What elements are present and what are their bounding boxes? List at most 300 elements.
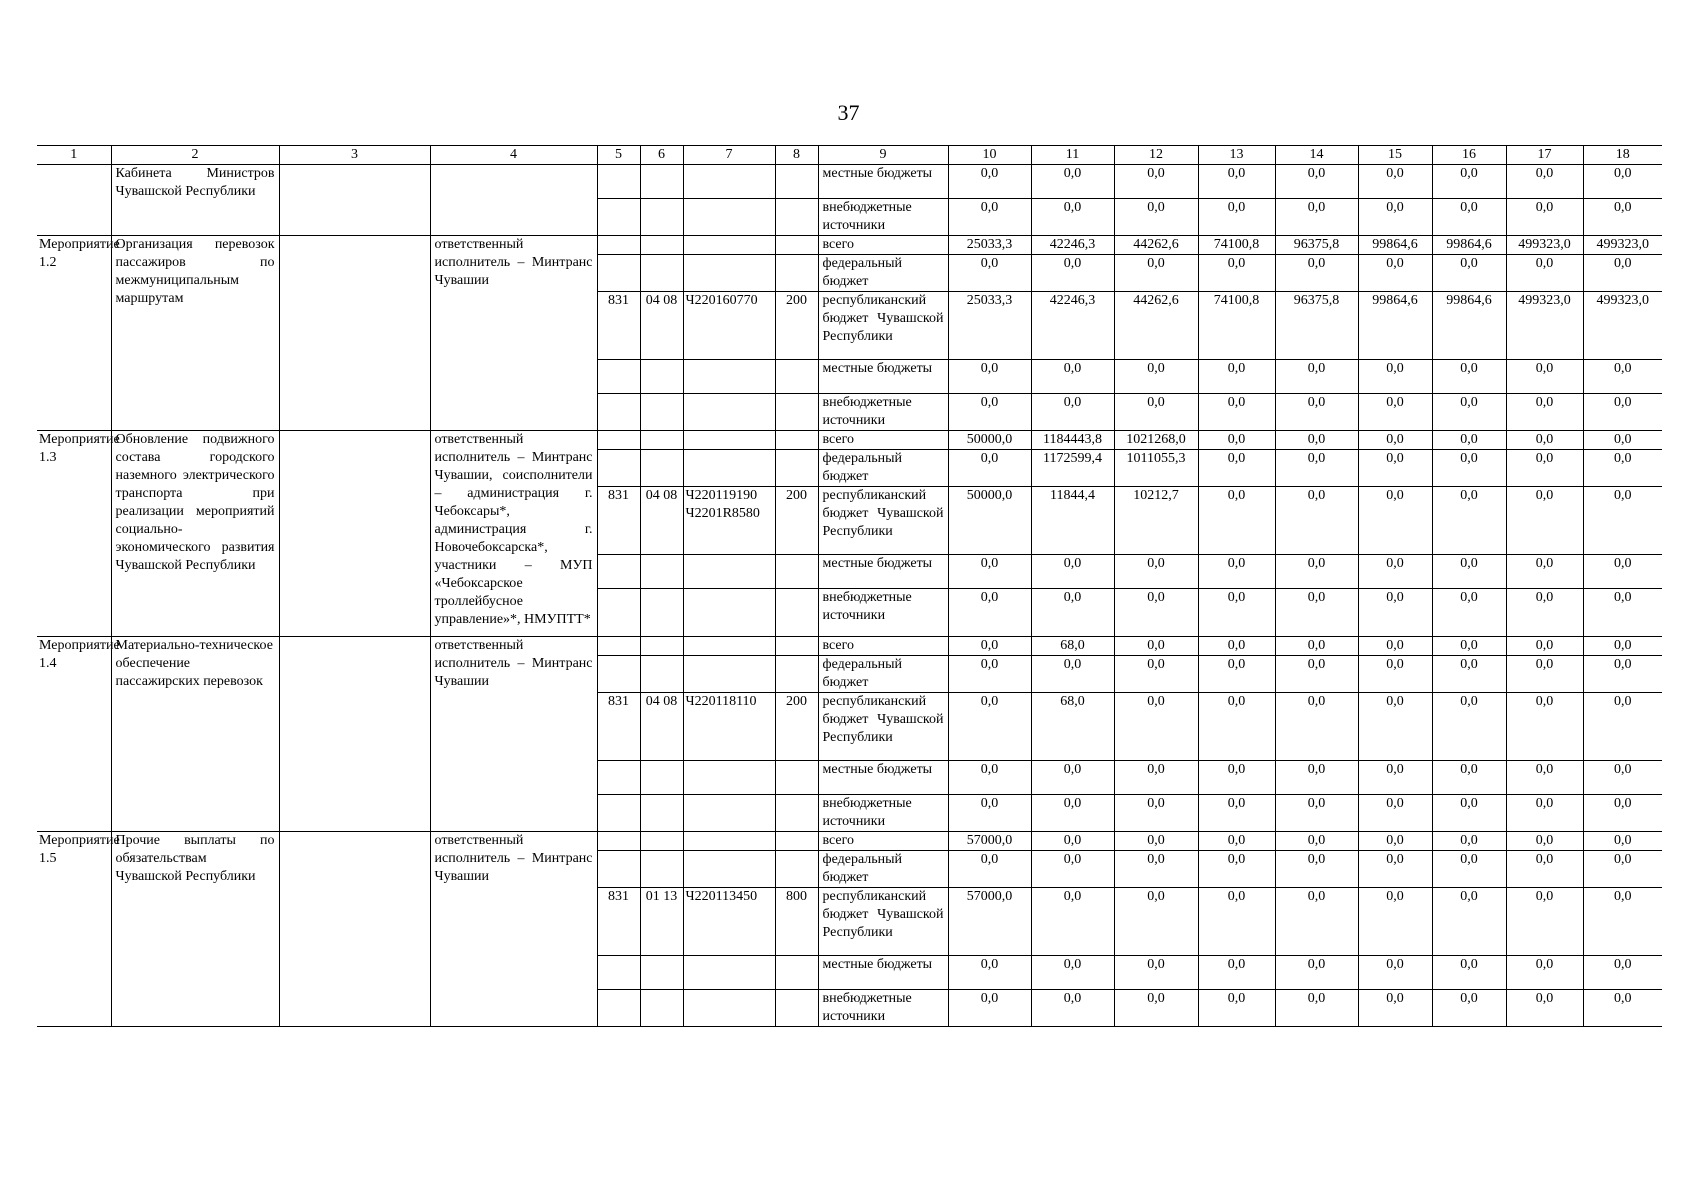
measure-col3 (279, 832, 430, 1027)
value-cell: 0,0 (1583, 888, 1662, 956)
code-vr: 200 (775, 487, 818, 555)
value-cell: 0,0 (1583, 832, 1662, 851)
value-cell: 0,0 (1583, 199, 1662, 236)
value-cell: 0,0 (1506, 589, 1583, 637)
measure-label (37, 165, 111, 236)
column-header-13: 13 (1198, 146, 1275, 165)
value-cell: 0,0 (1275, 761, 1358, 795)
column-header-11: 11 (1031, 146, 1114, 165)
value-cell: 0,0 (1198, 851, 1275, 888)
measure-name: Материально-техническое обеспечение пассажирских перевозок (111, 637, 279, 832)
funding-source: республиканский бюджет Чувашской Республики (818, 487, 948, 555)
code-vr: 200 (775, 292, 818, 360)
table-row (37, 431, 1662, 450)
value-cell: 0,0 (1583, 589, 1662, 637)
code-vr (775, 656, 818, 693)
value-cell: 0,0 (1583, 431, 1662, 450)
value-cell: 0,0 (1114, 589, 1198, 637)
value-cell: 0,0 (1358, 431, 1432, 450)
value-cell: 0,0 (948, 990, 1031, 1027)
code-vr (775, 236, 818, 255)
value-cell: 0,0 (1432, 394, 1506, 431)
value-cell: 0,0 (1358, 761, 1432, 795)
column-header-15: 15 (1358, 146, 1432, 165)
code-csr (683, 656, 775, 693)
measure-name: Организация перевозок пассажиров по межмуниципальным маршрутам (111, 236, 279, 431)
funding-source: местные бюджеты (818, 761, 948, 795)
code-rzpr: 04 08 (640, 693, 683, 761)
value-cell: 0,0 (1506, 360, 1583, 394)
code-csr (683, 431, 775, 450)
code-vr (775, 450, 818, 487)
funding-source: внебюджетные источники (818, 990, 948, 1027)
value-cell: 0,0 (1275, 795, 1358, 832)
value-cell: 0,0 (1358, 956, 1432, 990)
code-grbs (597, 956, 640, 990)
value-cell: 0,0 (1031, 761, 1114, 795)
value-cell: 0,0 (1275, 487, 1358, 555)
value-cell: 0,0 (1358, 165, 1432, 199)
value-cell: 42246,3 (1031, 292, 1114, 360)
value-cell: 0,0 (948, 795, 1031, 832)
value-cell: 0,0 (1031, 656, 1114, 693)
code-csr (683, 394, 775, 431)
measure-label: Мероприятие 1.5 (37, 832, 111, 1027)
value-cell: 0,0 (1583, 165, 1662, 199)
value-cell: 0,0 (1583, 450, 1662, 487)
code-csr: Ч220118110 (683, 693, 775, 761)
value-cell: 0,0 (948, 555, 1031, 589)
value-cell: 0,0 (1031, 165, 1114, 199)
measure-col3 (279, 236, 430, 431)
value-cell: 0,0 (1198, 589, 1275, 637)
code-rzpr (640, 795, 683, 832)
funding-source: внебюджетные источники (818, 795, 948, 832)
value-cell: 0,0 (1583, 795, 1662, 832)
column-header-7: 7 (683, 146, 775, 165)
funding-source: всего (818, 832, 948, 851)
value-cell: 0,0 (1432, 199, 1506, 236)
table-row (37, 236, 1662, 255)
value-cell: 0,0 (1198, 165, 1275, 199)
column-header-18: 18 (1583, 146, 1662, 165)
value-cell: 0,0 (1432, 761, 1506, 795)
measure-col3 (279, 431, 430, 637)
value-cell: 0,0 (1114, 851, 1198, 888)
column-header-6: 6 (640, 146, 683, 165)
value-cell: 499323,0 (1506, 292, 1583, 360)
value-cell: 0,0 (1275, 888, 1358, 956)
value-cell: 0,0 (1031, 394, 1114, 431)
funding-source: местные бюджеты (818, 165, 948, 199)
column-header-14: 14 (1275, 146, 1358, 165)
value-cell: 0,0 (1114, 637, 1198, 656)
value-cell: 0,0 (1114, 761, 1198, 795)
code-grbs (597, 589, 640, 637)
value-cell: 25033,3 (948, 236, 1031, 255)
value-cell: 0,0 (1114, 360, 1198, 394)
value-cell: 0,0 (1275, 693, 1358, 761)
value-cell: 0,0 (1432, 487, 1506, 555)
value-cell: 0,0 (1506, 555, 1583, 589)
value-cell: 0,0 (1275, 589, 1358, 637)
code-csr: Ч220113450 (683, 888, 775, 956)
code-rzpr (640, 555, 683, 589)
value-cell: 0,0 (1031, 795, 1114, 832)
value-cell: 44262,6 (1114, 236, 1198, 255)
code-csr (683, 761, 775, 795)
code-csr: Ч220160770 (683, 292, 775, 360)
value-cell: 0,0 (1198, 199, 1275, 236)
value-cell: 0,0 (1275, 394, 1358, 431)
value-cell: 0,0 (1198, 795, 1275, 832)
value-cell: 0,0 (1432, 956, 1506, 990)
column-header-12: 12 (1114, 146, 1198, 165)
code-csr (683, 832, 775, 851)
funding-source: всего (818, 637, 948, 656)
value-cell: 0,0 (1358, 656, 1432, 693)
value-cell: 0,0 (1114, 990, 1198, 1027)
value-cell: 0,0 (1198, 555, 1275, 589)
code-csr (683, 589, 775, 637)
code-rzpr (640, 832, 683, 851)
column-header-3: 3 (279, 146, 430, 165)
value-cell: 0,0 (1358, 394, 1432, 431)
funding-source: внебюджетные источники (818, 199, 948, 236)
value-cell: 0,0 (948, 693, 1031, 761)
value-cell: 0,0 (1198, 656, 1275, 693)
value-cell: 0,0 (1358, 851, 1432, 888)
value-cell: 1021268,0 (1114, 431, 1198, 450)
code-csr (683, 555, 775, 589)
value-cell: 0,0 (1198, 487, 1275, 555)
value-cell: 0,0 (1114, 795, 1198, 832)
column-header-10: 10 (948, 146, 1031, 165)
value-cell: 0,0 (1198, 360, 1275, 394)
value-cell: 0,0 (1432, 990, 1506, 1027)
measure-executor: ответственный исполнитель – Минтранс Чувашии (430, 236, 597, 431)
value-cell: 74100,8 (1198, 236, 1275, 255)
value-cell: 0,0 (1358, 990, 1432, 1027)
code-grbs (597, 795, 640, 832)
code-csr (683, 165, 775, 199)
value-cell: 0,0 (1506, 255, 1583, 292)
value-cell: 0,0 (1432, 555, 1506, 589)
value-cell: 0,0 (1114, 888, 1198, 956)
code-vr (775, 851, 818, 888)
code-grbs (597, 431, 640, 450)
code-vr (775, 255, 818, 292)
value-cell: 0,0 (1031, 199, 1114, 236)
code-rzpr (640, 956, 683, 990)
value-cell: 0,0 (1031, 255, 1114, 292)
code-grbs: 831 (597, 487, 640, 555)
value-cell: 0,0 (948, 851, 1031, 888)
code-rzpr: 04 08 (640, 292, 683, 360)
code-vr (775, 990, 818, 1027)
funding-source: федеральный бюджет (818, 851, 948, 888)
value-cell: 0,0 (1583, 990, 1662, 1027)
code-csr (683, 255, 775, 292)
value-cell: 0,0 (1275, 956, 1358, 990)
value-cell: 96375,8 (1275, 236, 1358, 255)
value-cell: 50000,0 (948, 487, 1031, 555)
funding-source: федеральный бюджет (818, 656, 948, 693)
funding-source: всего (818, 236, 948, 255)
value-cell: 0,0 (1432, 589, 1506, 637)
value-cell: 0,0 (1031, 832, 1114, 851)
value-cell: 0,0 (1275, 199, 1358, 236)
value-cell: 0,0 (1583, 487, 1662, 555)
value-cell: 0,0 (1198, 431, 1275, 450)
funding-source: республиканский бюджет Чувашской Республики (818, 888, 948, 956)
code-rzpr (640, 165, 683, 199)
funding-source: федеральный бюджет (818, 450, 948, 487)
measure-label: Мероприятие 1.3 (37, 431, 111, 637)
value-cell: 0,0 (1506, 450, 1583, 487)
code-vr (775, 832, 818, 851)
value-cell: 1011055,3 (1114, 450, 1198, 487)
measure-name: Обновление подвижного состава городского наземного электрического транспорта при реализации мероприятий социально-экономического развития Чувашской Республики (111, 431, 279, 637)
code-rzpr (640, 450, 683, 487)
value-cell: 0,0 (948, 637, 1031, 656)
code-grbs (597, 656, 640, 693)
code-grbs (597, 360, 640, 394)
value-cell: 0,0 (1114, 199, 1198, 236)
value-cell: 0,0 (1275, 637, 1358, 656)
value-cell: 0,0 (1506, 487, 1583, 555)
measure-name: Прочие выплаты по обязательствам Чувашской Республики (111, 832, 279, 1027)
value-cell: 0,0 (948, 165, 1031, 199)
value-cell: 499323,0 (1583, 292, 1662, 360)
code-grbs (597, 990, 640, 1027)
value-cell: 0,0 (1583, 851, 1662, 888)
code-grbs (597, 236, 640, 255)
value-cell: 0,0 (1358, 637, 1432, 656)
code-rzpr (640, 431, 683, 450)
code-rzpr (640, 394, 683, 431)
code-grbs (597, 761, 640, 795)
value-cell: 0,0 (948, 360, 1031, 394)
code-rzpr (640, 851, 683, 888)
value-cell: 0,0 (1358, 693, 1432, 761)
code-csr (683, 199, 775, 236)
value-cell: 0,0 (1358, 832, 1432, 851)
value-cell: 0,0 (1358, 589, 1432, 637)
value-cell: 0,0 (1031, 360, 1114, 394)
value-cell: 0,0 (1198, 637, 1275, 656)
value-cell: 0,0 (1275, 165, 1358, 199)
value-cell: 0,0 (1583, 255, 1662, 292)
measure-col3 (279, 165, 430, 236)
value-cell: 0,0 (1198, 956, 1275, 990)
value-cell: 74100,8 (1198, 292, 1275, 360)
value-cell: 96375,8 (1275, 292, 1358, 360)
measure-label: Мероприятие 1.2 (37, 236, 111, 431)
value-cell: 0,0 (1114, 255, 1198, 292)
code-csr (683, 795, 775, 832)
value-cell: 0,0 (1114, 394, 1198, 431)
value-cell: 0,0 (1358, 795, 1432, 832)
code-rzpr (640, 761, 683, 795)
value-cell: 99864,6 (1358, 292, 1432, 360)
code-csr (683, 450, 775, 487)
code-rzpr: 04 08 (640, 487, 683, 555)
value-cell: 499323,0 (1583, 236, 1662, 255)
value-cell: 0,0 (1583, 656, 1662, 693)
value-cell: 0,0 (1275, 255, 1358, 292)
column-header-2: 2 (111, 146, 279, 165)
value-cell: 11844,4 (1031, 487, 1114, 555)
table-row (37, 637, 1662, 656)
funding-source: республиканский бюджет Чувашской Республики (818, 292, 948, 360)
value-cell: 44262,6 (1114, 292, 1198, 360)
code-grbs (597, 832, 640, 851)
value-cell: 0,0 (1198, 990, 1275, 1027)
code-csr (683, 851, 775, 888)
code-vr (775, 199, 818, 236)
code-grbs (597, 165, 640, 199)
value-cell: 1184443,8 (1031, 431, 1114, 450)
code-grbs (597, 199, 640, 236)
value-cell: 0,0 (1275, 851, 1358, 888)
value-cell: 0,0 (1432, 450, 1506, 487)
column-header-17: 17 (1506, 146, 1583, 165)
value-cell: 0,0 (1114, 832, 1198, 851)
measure-label: Мероприятие 1.4 (37, 637, 111, 832)
value-cell: 0,0 (1506, 199, 1583, 236)
value-cell: 0,0 (1432, 851, 1506, 888)
value-cell: 0,0 (1506, 832, 1583, 851)
value-cell: 0,0 (1114, 165, 1198, 199)
code-grbs: 831 (597, 888, 640, 956)
page-number: 37 (837, 100, 860, 125)
code-vr (775, 589, 818, 637)
value-cell: 0,0 (1198, 832, 1275, 851)
code-grbs (597, 555, 640, 589)
value-cell: 0,0 (948, 199, 1031, 236)
table-row (37, 832, 1662, 851)
code-csr (683, 990, 775, 1027)
column-header-5: 5 (597, 146, 640, 165)
value-cell: 0,0 (1432, 795, 1506, 832)
value-cell: 0,0 (948, 761, 1031, 795)
value-cell: 0,0 (1506, 656, 1583, 693)
code-rzpr: 01 13 (640, 888, 683, 956)
measure-executor (430, 165, 597, 236)
value-cell: 0,0 (1275, 990, 1358, 1027)
value-cell: 0,0 (1432, 656, 1506, 693)
funding-source: местные бюджеты (818, 555, 948, 589)
code-rzpr (640, 255, 683, 292)
value-cell: 0,0 (1506, 165, 1583, 199)
funding-source: федеральный бюджет (818, 255, 948, 292)
code-rzpr (640, 589, 683, 637)
value-cell: 0,0 (1583, 693, 1662, 761)
value-cell: 0,0 (1506, 851, 1583, 888)
code-vr: 200 (775, 693, 818, 761)
value-cell: 0,0 (1275, 450, 1358, 487)
value-cell: 0,0 (1432, 832, 1506, 851)
code-vr (775, 555, 818, 589)
value-cell: 57000,0 (948, 888, 1031, 956)
code-vr (775, 795, 818, 832)
value-cell: 0,0 (1114, 656, 1198, 693)
value-cell: 0,0 (1198, 255, 1275, 292)
value-cell: 0,0 (1506, 956, 1583, 990)
value-cell: 68,0 (1031, 637, 1114, 656)
column-header-8: 8 (775, 146, 818, 165)
value-cell: 0,0 (1275, 555, 1358, 589)
value-cell: 0,0 (1583, 956, 1662, 990)
value-cell: 0,0 (1198, 450, 1275, 487)
value-cell: 0,0 (1432, 165, 1506, 199)
value-cell: 0,0 (1031, 589, 1114, 637)
value-cell: 0,0 (1583, 360, 1662, 394)
value-cell: 0,0 (1506, 693, 1583, 761)
value-cell: 0,0 (1275, 360, 1358, 394)
column-header-4: 4 (430, 146, 597, 165)
value-cell: 0,0 (1114, 956, 1198, 990)
code-csr: Ч220119190 Ч2201R8580 (683, 487, 775, 555)
code-vr: 800 (775, 888, 818, 956)
value-cell: 499323,0 (1506, 236, 1583, 255)
value-cell: 0,0 (1198, 693, 1275, 761)
value-cell: 0,0 (1506, 795, 1583, 832)
table-row (37, 165, 1662, 199)
value-cell: 0,0 (1432, 693, 1506, 761)
value-cell: 0,0 (1583, 555, 1662, 589)
code-vr (775, 165, 818, 199)
value-cell: 10212,7 (1114, 487, 1198, 555)
value-cell: 0,0 (948, 255, 1031, 292)
funding-source: всего (818, 431, 948, 450)
value-cell: 0,0 (1031, 851, 1114, 888)
code-csr (683, 360, 775, 394)
value-cell: 0,0 (1432, 255, 1506, 292)
code-vr (775, 637, 818, 656)
value-cell: 0,0 (1358, 255, 1432, 292)
value-cell: 0,0 (1031, 990, 1114, 1027)
value-cell: 0,0 (948, 394, 1031, 431)
code-grbs: 831 (597, 693, 640, 761)
code-csr (683, 956, 775, 990)
value-cell: 50000,0 (948, 431, 1031, 450)
value-cell: 0,0 (1114, 555, 1198, 589)
column-header-16: 16 (1432, 146, 1506, 165)
value-cell: 0,0 (1275, 832, 1358, 851)
value-cell: 0,0 (948, 656, 1031, 693)
value-cell: 0,0 (1198, 761, 1275, 795)
code-rzpr (640, 360, 683, 394)
funding-source: внебюджетные источники (818, 394, 948, 431)
header-row (37, 146, 1662, 165)
value-cell: 0,0 (1198, 888, 1275, 956)
table-body (37, 165, 1662, 1027)
value-cell: 0,0 (1506, 394, 1583, 431)
measure-executor: ответственный исполнитель – Минтранс Чувашии (430, 637, 597, 832)
value-cell: 0,0 (1358, 888, 1432, 956)
funding-source: местные бюджеты (818, 360, 948, 394)
code-rzpr (640, 637, 683, 656)
value-cell: 99864,6 (1432, 292, 1506, 360)
value-cell: 0,0 (1275, 431, 1358, 450)
value-cell: 99864,6 (1432, 236, 1506, 255)
funding-source: республиканский бюджет Чувашской Республики (818, 693, 948, 761)
value-cell: 0,0 (1114, 693, 1198, 761)
value-cell: 0,0 (1506, 637, 1583, 656)
value-cell: 0,0 (1031, 888, 1114, 956)
